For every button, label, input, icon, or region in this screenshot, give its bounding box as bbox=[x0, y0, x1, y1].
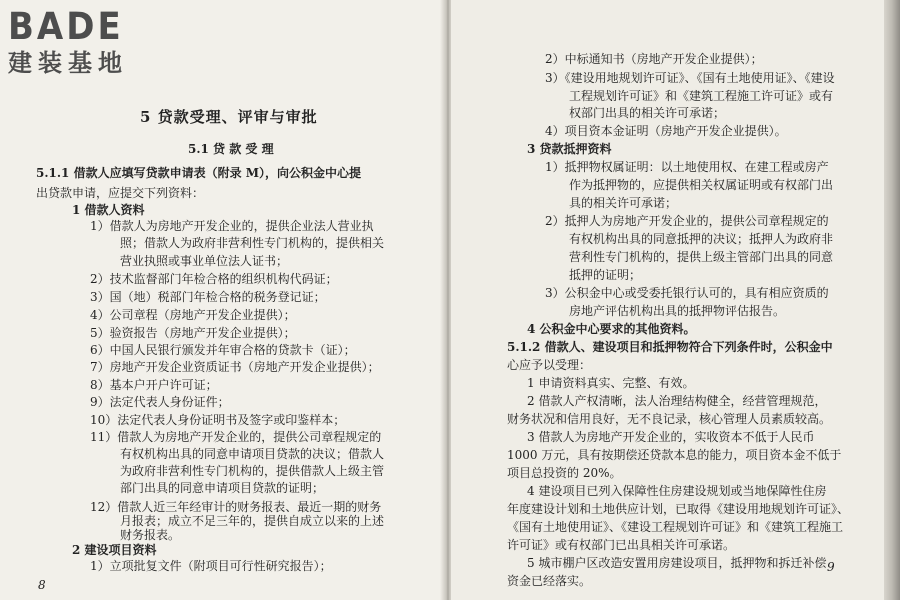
text-line: 许可证》或有权部门已出具相关许可承诺。 bbox=[507, 538, 736, 552]
text-line: 项目总投资的 20%。 bbox=[507, 466, 622, 480]
page-number-left: 8 bbox=[38, 578, 46, 592]
text-line: 7）房地产开发企业资质证书（房地产开发企业提供）； bbox=[90, 360, 380, 374]
text-line: 12）借款人近三年经审计的财务报表、最近一期的财务 bbox=[90, 500, 382, 514]
page-number-right: 9 bbox=[827, 560, 835, 574]
text-line: 房地产评估机构出具的抵押物评估报告。 bbox=[569, 304, 786, 318]
logo-subtitle: 建装基地 bbox=[8, 49, 128, 77]
text-line: 作为抵押物的，应提供相关权属证明或有权部门出 bbox=[569, 178, 834, 192]
text-line: 3 贷款抵押资料 bbox=[527, 142, 612, 156]
text-line: 营业执照或事业单位法人证书； bbox=[120, 254, 289, 268]
text-line: 5.1.1 借款人应填写贷款申请表（附录 M），向公积金中心提 bbox=[36, 166, 362, 180]
text-line: 1）借款人为房地产开发企业的，提供企业法人营业执 bbox=[90, 219, 374, 233]
text-line: 5）验资报告（房地产开发企业提供）； bbox=[90, 326, 296, 340]
text-line: 月报表；成立不足三年的，提供自成立以来的上述 bbox=[120, 514, 385, 528]
text-line: 3）公积金中心或受委托银行认可的，具有相应资质的 bbox=[545, 286, 829, 300]
text-line: 为政府非营利性专门机构的，提供借款人上级主管 bbox=[120, 464, 385, 478]
text-line: 财务报表。 bbox=[120, 528, 181, 542]
logo-brand-text: BADE bbox=[8, 4, 124, 49]
text-line: 1）立项批复文件（附项目可行性研究报告）； bbox=[90, 559, 332, 573]
text-line: 4 建设项目已列入保障性住房建设规划或当地保障性住房 bbox=[527, 484, 827, 498]
text-line: 6）中国人民银行颁发并年审合格的贷款卡（证）； bbox=[90, 343, 356, 357]
left-page bbox=[0, 0, 445, 600]
text-line: 有权机构出具的同意申请项目贷款的决议；借款人 bbox=[120, 447, 385, 461]
text-line: 4 公积金中心要求的其他资料。 bbox=[527, 322, 696, 336]
text-line: 8）基本户开户许可证； bbox=[90, 378, 218, 392]
text-line: 财务状况和信用良好，无不良记录，核心管理人员素质较高。 bbox=[507, 412, 832, 426]
text-line: 具的相关许可承诺； bbox=[569, 196, 678, 210]
text-line: 部门出具的同意申请项目贷款的证明； bbox=[120, 481, 325, 495]
text-line: 营利性专门机构的，提供上级主管部门出具的同意 bbox=[569, 250, 834, 264]
text-line: 4）公司章程（房地产开发企业提供）； bbox=[90, 308, 296, 322]
text-line: 2）中标通知书（房地产开发企业提供）； bbox=[545, 52, 763, 66]
text-line: 2 借款人产权清晰，法人治理结构健全，经营管理规范， bbox=[527, 394, 827, 408]
text-line: 10）法定代表人身份证明书及签字或印鉴样本； bbox=[90, 413, 346, 427]
text-line: 抵押的证明； bbox=[569, 268, 642, 282]
text-line: 11）借款人为房地产开发企业的，提供公司章程规定的 bbox=[90, 430, 382, 444]
text-line: 资金已经落实。 bbox=[507, 574, 592, 588]
text-line: 有权机构出具的同意抵押的决议；抵押人为政府非 bbox=[569, 232, 834, 246]
text-line: 1000 万元，具有按期偿还贷款本息的能力，项目资本金不低于 bbox=[507, 448, 842, 462]
text-line: 2）抵押人为房地产开发企业的，提供公司章程规定的 bbox=[545, 214, 829, 228]
text-line: 照；借款人为政府非营利性专门机构的，提供相关 bbox=[120, 236, 385, 250]
text-line: 心应予以受理： bbox=[507, 358, 592, 372]
bade-logo bbox=[8, 6, 128, 78]
text-line: 3）《建设用地规划许可证》、《国有土地使用证》、《建设 bbox=[545, 71, 835, 85]
text-line: 权部门出具的相关许可承诺； bbox=[569, 106, 726, 120]
text-line: 1）抵押物权属证明：以土地使用权、在建工程或房产 bbox=[545, 160, 829, 174]
text-line: 4）项目资本金证明（房地产开发企业提供）。 bbox=[545, 124, 787, 138]
text-line: 1 申请资料真实、完整、有效。 bbox=[527, 376, 695, 390]
text-line: 5 城市棚户区改造安置用房建设项目，抵押物和拆迁补偿 bbox=[527, 556, 827, 570]
text-line: 9）法定代表人身份证件； bbox=[90, 395, 230, 409]
page-edge bbox=[884, 0, 900, 600]
right-page bbox=[451, 0, 900, 600]
section-title: 5.1 贷 款 受 理 bbox=[188, 142, 274, 156]
text-line: 年度建设计划和土地供应计划，已取得《建设用地规划许可证》、 bbox=[507, 502, 850, 516]
text-line: 2）技术监督部门年检合格的组织机构代码证； bbox=[90, 272, 338, 286]
text-line: 3）国（地）税部门年检合格的税务登记证； bbox=[90, 290, 326, 304]
text-line: 出贷款申请，应提交下列资料： bbox=[36, 186, 205, 200]
text-line: 2 建设项目资料 bbox=[72, 543, 157, 557]
chapter-title: 5 贷款受理、评审与审批 bbox=[140, 108, 318, 126]
text-line: 工程规划许可证》和《建筑工程施工许可证》或有 bbox=[569, 89, 834, 103]
text-line: 5.1.2 借款人、建设项目和抵押物符合下列条件时，公积金中 bbox=[507, 340, 833, 354]
text-line: 《国有土地使用证》、《建设工程规划许可证》和《建筑工程施工 bbox=[507, 520, 844, 534]
text-line: 3 借款人为房地产开发企业的，实收资本不低于人民币 bbox=[527, 430, 815, 444]
text-line: 1 借款人资料 bbox=[72, 203, 145, 217]
